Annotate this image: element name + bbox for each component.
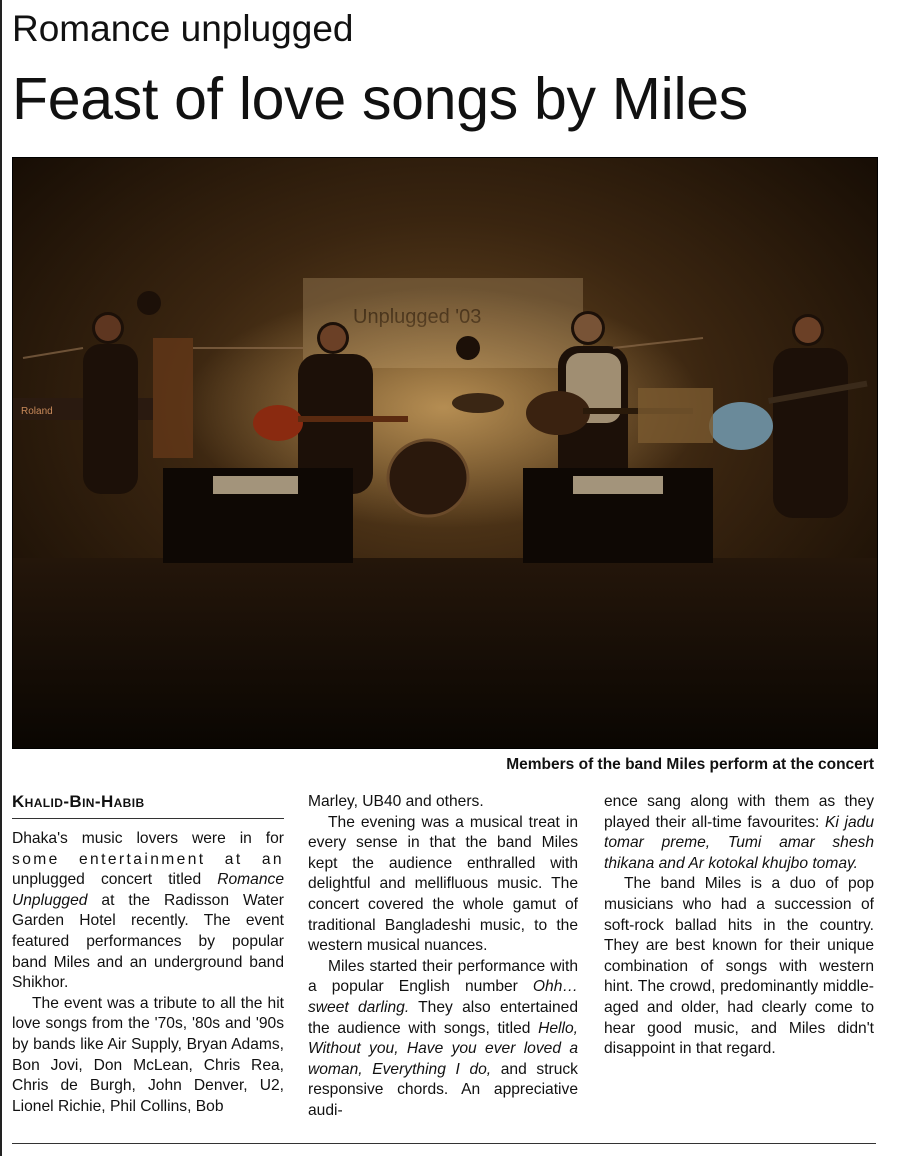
bottom-rule: [12, 1143, 876, 1144]
text-run: at the Radisson Water Garden Hotel recently. The event featured performances by popular band Miles and an underground band Shikhor.: [12, 891, 284, 992]
text-run: some entertainment at an: [12, 850, 284, 868]
kicker: Romance unplugged: [12, 8, 354, 49]
concert-photo: [12, 157, 878, 749]
song-titles: Hello, Without you, Have you ever loved a woman, Everything I do,: [308, 1019, 578, 1078]
text-run: They also entertained the audience with songs, titled: [308, 998, 578, 1037]
text-run: Miles started their performance with a popular English number: [308, 957, 578, 996]
text-run: ence sang along with them as they played their all-time favourites:: [604, 793, 874, 831]
paragraph: The band Miles is a duo of pop musicians who had a succession of soft-rock ballad hits in the country. They are best known for their unique combination of songs with western hint. The crowd, predominantly middle-aged and older, had clearly come to hear good music, and Miles didn't disappoint in that regard.: [604, 875, 874, 1058]
article-column-2: [308, 792, 578, 1122]
article-column-1: [12, 792, 284, 1117]
article-column-3: [604, 792, 874, 1060]
paragraph: [308, 957, 578, 1122]
paragraph: [12, 829, 284, 994]
keyboard-brand-label: Roland: [21, 406, 53, 417]
left-column-rule: [0, 0, 2, 1156]
headline: Feast of love songs by Miles: [12, 66, 748, 132]
concert-title: Romance Unplugged: [12, 871, 284, 909]
paragraph: [604, 792, 874, 874]
photo-caption: Members of the band Miles perform at the concert: [506, 756, 874, 773]
paragraph: The event was a tribute to all the hit love songs from the '70s, '80s and '90s by bands like Air Supply, Bryan Adams, Bon Jovi, Don McLean, Chris Rea, Chris de Burgh, John Denver, U2, Lionel Richie, Phil Collins, Bob: [12, 994, 284, 1115]
text-run: and struck responsive chords. An appreciative audi-: [308, 1060, 578, 1119]
byline: Khalid-Bin-Habib: [12, 792, 284, 819]
song-title: Ohh… sweet darling.: [308, 978, 578, 1016]
paragraph: The evening was a musical treat in every sense in that the band Miles kept the audience enthralled with delightful and mellifluous music. The concert covered the whole gamut of traditional Bangladeshi music, to the western musical nuances.: [308, 813, 578, 955]
text-run: unplugged concert titled: [12, 871, 218, 889]
text-run: Dhaka's music lovers were in for: [12, 830, 284, 847]
song-titles: Ki jadu tomar preme, Tumi amar shesh thikana and Ar kotokal khujbo tomay.: [604, 813, 874, 872]
paragraph: Marley, UB40 and others.: [308, 793, 484, 810]
